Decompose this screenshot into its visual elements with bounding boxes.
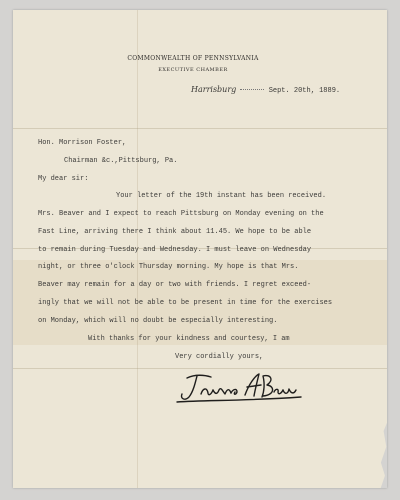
handwritten-signature — [175, 370, 305, 406]
letterhead-line-2: EXECUTIVE CHAMBER — [158, 67, 228, 73]
body-line: With thanks for your kindness and courtesy, I am — [88, 335, 290, 343]
letterhead — [113, 55, 273, 73]
dateline-place: Harrisburg — [191, 85, 237, 94]
closing: Very cordially yours, — [175, 353, 264, 361]
torn-edge — [380, 418, 387, 488]
body-line: Your letter of the 19th instant has been received. — [116, 192, 327, 200]
body-line: Fast Line, arriving there I think about 11.45. We hope to be able — [38, 228, 312, 236]
recipient-title: Chairman &c.,Pittsburg, Pa. — [64, 157, 178, 165]
fold-line — [13, 128, 387, 129]
fold-line — [13, 368, 387, 369]
recipient-name: Hon. Morrison Foster, — [38, 139, 127, 147]
salutation: My dear sir: — [38, 175, 89, 183]
dateline-rule — [240, 89, 264, 90]
body-line: night, or three o'clock Thursday morning. My hope is that Mrs. — [38, 263, 299, 271]
body-line: to remain during Tuesday and Wednesday. I must leave on Wednesday — [38, 246, 312, 254]
dateline-date: Sept. 20th, 1889. — [268, 87, 341, 95]
body-line: Beaver may remain for a day or two with friends. I regret exceed- — [38, 281, 312, 289]
letter-sheet — [13, 10, 387, 488]
body-line: ingly that we will not be able to be present in time for the exercises — [38, 299, 333, 307]
body-line: on Monday, which will no doubt be especially interesting. — [38, 317, 278, 325]
body-line: Mrs. Beaver and I expect to reach Pittsburg on Monday evening on the — [38, 210, 324, 218]
dateline — [191, 85, 340, 95]
letterhead-line-1: COMMONWEALTH OF PENNSYLVANIA — [127, 55, 259, 62]
